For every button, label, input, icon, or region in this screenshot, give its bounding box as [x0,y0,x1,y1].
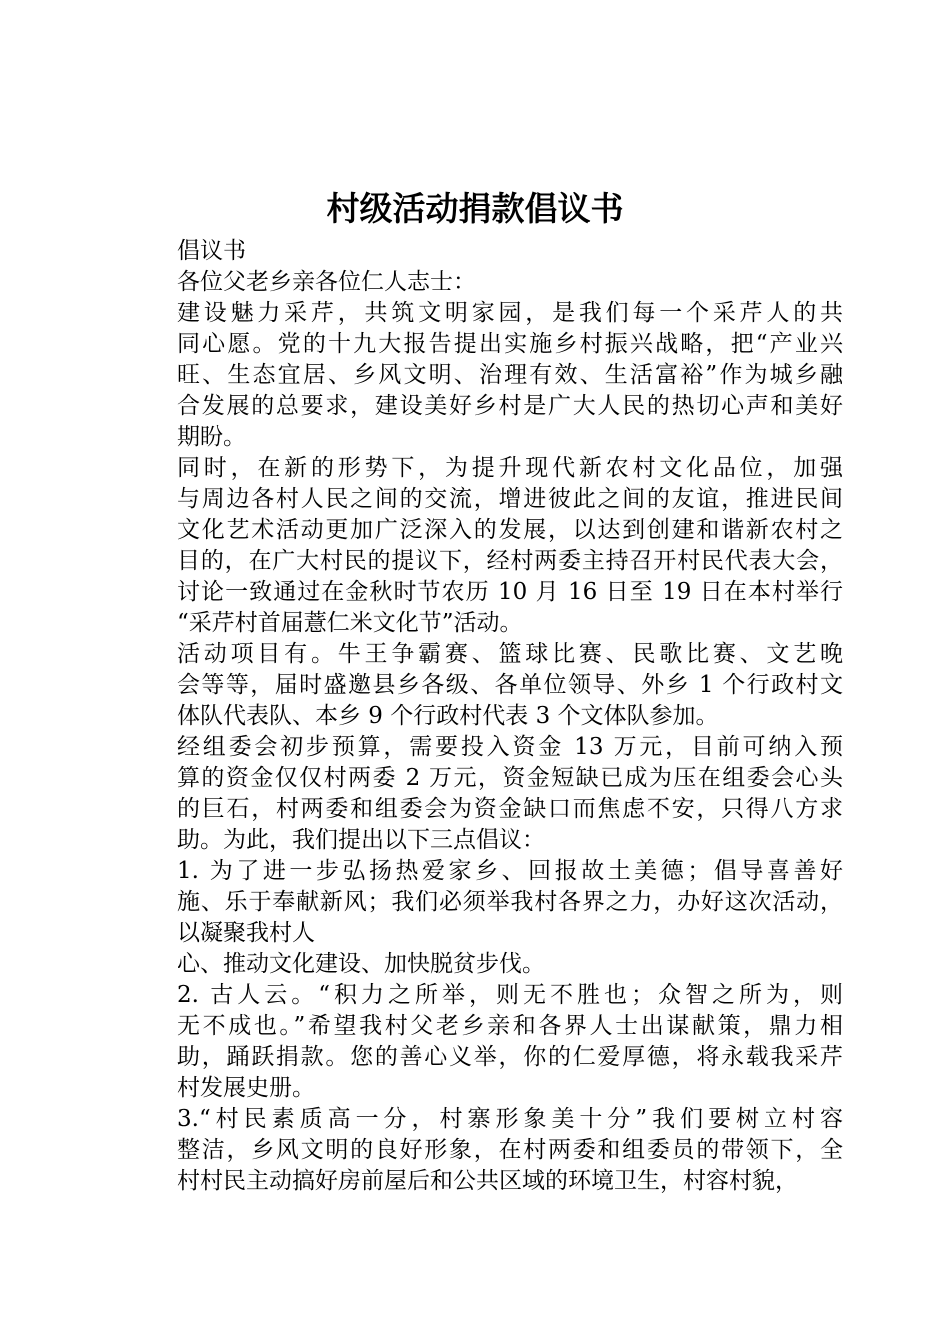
paragraph-line: 期盼。 [177,424,246,450]
paragraph-line: 会等等，届时盛邀县乡各级、各单位领导、外乡 1 个行政村文 [177,672,843,698]
paragraph [131,453,843,639]
paragraph [131,1104,843,1197]
paragraph [131,267,843,298]
paragraph-line: 合发展的总要求，建设美好乡村是广大人民的热切心声和美好 [177,393,843,419]
paragraph [131,236,843,267]
paragraph-line: “采芹村首届薏仁米文化节”活动。 [177,610,523,636]
paragraph-line: 与周边各村人民之间的交流，增进彼此之间的友谊，推进民间 [177,486,843,512]
paragraph-line: 文化艺术活动更加广泛深入的发展，以达到创建和谐新农村之 [177,517,843,543]
paragraph-line: 助，踊跃捐款。您的善心义举，你的仁爱厚德，将永载我采芹 [177,1044,843,1070]
paragraph [131,949,843,980]
paragraph-line: 旺、生态宜居、乡风文明、治理有效、生活富裕”作为城乡融 [177,362,843,388]
paragraph [131,298,843,453]
paragraph-line: 村村民主动搞好房前屋后和公共区域的环境卫生，村容村貌， [177,1168,798,1194]
paragraph-line: 倡议书 [177,238,246,264]
paragraph-line: 目的，在广大村民的提议下，经村两委主持召开村民代表大会， [177,548,843,574]
paragraph-line: 算的资金仅仅村两委 2 万元，资金短缺已成为压在组委会心头 [177,765,843,791]
paragraph-line: 无不成也。”希望我村父老乡亲和各界人士出谋献策，鼎力相 [177,1013,843,1039]
document-title: 村级活动捐款倡议书 [326,189,624,228]
paragraph-line: 整洁，乡风文明的良好形象，在村两委和组委员的带领下，全 [177,1137,843,1163]
paragraph-line: 村发展史册。 [177,1075,315,1101]
paragraph-line: 建设魅力采芹，共筑文明家园，是我们每一个采芹人的共 [177,300,843,326]
paragraph-line: 3.“村民素质高一分，村寨形象美十分”我们要树立村容 [177,1106,843,1132]
paragraph-line: 各位父老乡亲各位仁人志士： [177,269,476,295]
paragraph-line: 经组委会初步预算，需要投入资金 13 万元，目前可纳入预 [177,734,843,760]
paragraph-line: 体队代表队、本乡 9 个行政村代表 3 个文体队参加。 [177,703,719,729]
document-body [131,236,843,1197]
paragraph [131,732,843,856]
paragraph-line: 1. 为了进一步弘扬热爱家乡、回报故土美德；倡导喜善好 [177,858,843,884]
paragraph-line: 同心愿。党的十九大报告提出实施乡村振兴战略，把“产业兴 [177,331,843,357]
paragraph-line: 助。为此，我们提出以下三点倡议： [177,827,545,853]
paragraph-line: 2. 古人云。“积力之所举，则无不胜也；众智之所为，则 [177,982,843,1008]
paragraph-line: 以凝聚我村人 [177,920,315,946]
paragraph-line: 讨论一致通过在金秋时节农历 10 月 16 日至 19 日在本村举行 [177,579,843,605]
paragraph [131,980,843,1104]
paragraph-line: 同时，在新的形势下，为提升现代新农村文化品位，加强 [177,455,843,481]
paragraph-line: 心、推动文化建设、加快脱贫步伐。 [177,951,545,977]
paragraph [131,856,843,949]
paragraph-line: 的巨石，村两委和组委会为资金缺口而焦虑不安，只得八方求 [177,796,843,822]
paragraph-line: 施、乐于奉献新风；我们必须举我村各界之力，办好这次活动， [177,889,843,915]
paragraph [131,639,843,732]
paragraph-line: 活动项目有。牛王争霸赛、篮球比赛、民歌比赛、文艺晚 [177,641,843,667]
